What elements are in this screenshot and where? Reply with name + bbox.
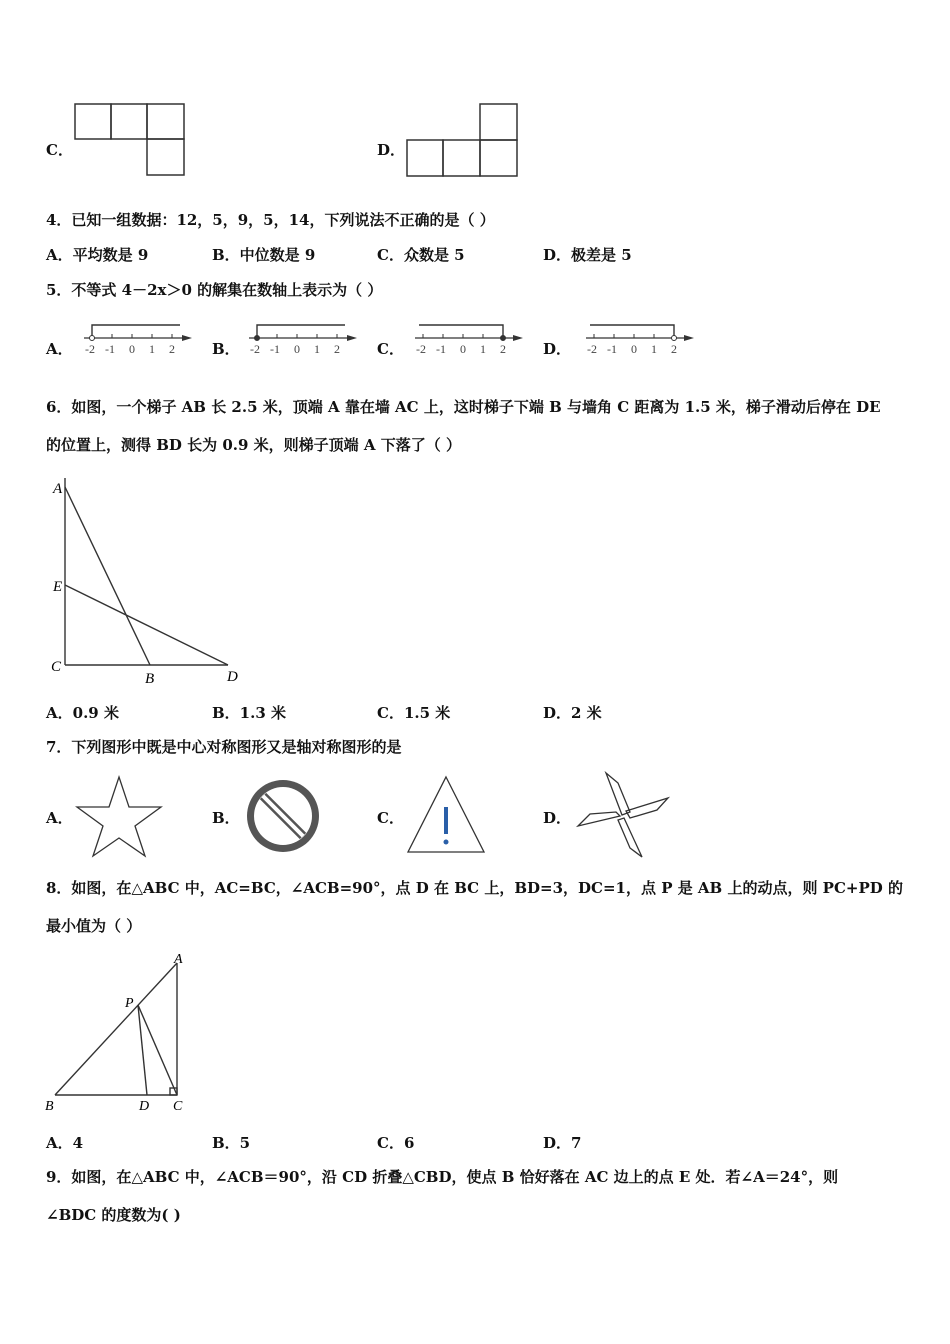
q6-label-a: A bbox=[53, 481, 63, 497]
q5-tick-label: -2 bbox=[85, 342, 95, 356]
q3-option-d-label[interactable]: D． bbox=[377, 141, 406, 159]
q7-stem: 7．下列图形中既是中心对称图形又是轴对称图形的是 bbox=[46, 738, 402, 756]
q8-label-b: B bbox=[45, 1099, 54, 1114]
q5-tick-label: 2 bbox=[500, 342, 506, 356]
q4-option-d[interactable]: D．极差是 5 bbox=[543, 246, 632, 264]
q5-tick-label: -2 bbox=[587, 342, 597, 356]
q5-tick-label: 1 bbox=[480, 342, 486, 356]
q6-stem-line1: 6．如图，一个梯子 AB 长 2.5 米，顶端 A 靠在墙 AC 上，这时梯子下端 B 与墙角 C 距离为 1.5 米，梯子滑动后停在 DE bbox=[46, 398, 881, 416]
q8-option-b[interactable]: B．5 bbox=[212, 1134, 251, 1152]
q6-stem-line2: 的位置上，测得 BD 长为 0.9 米，则梯子顶端 A 下落了（ ） bbox=[46, 436, 461, 454]
q4-option-c[interactable]: C．众数是 5 bbox=[377, 246, 465, 264]
q5-option-b[interactable]: B． bbox=[212, 340, 240, 358]
q5-stem: 5．不等式 4－2x＞0 的解集在数轴上表示为（ ） bbox=[46, 281, 383, 299]
q5-tick-label: 2 bbox=[169, 342, 175, 356]
q5-tick-label: -1 bbox=[270, 342, 280, 356]
q5-tick-label: 1 bbox=[314, 342, 320, 356]
q6-label-b: B bbox=[145, 671, 155, 687]
q8-option-c[interactable]: C．6 bbox=[377, 1134, 415, 1152]
q7-option-b[interactable]: B． bbox=[212, 809, 240, 827]
q8-label-d: D bbox=[139, 1099, 150, 1114]
q5-tick-label: 0 bbox=[129, 342, 135, 356]
q5-tick-label: 0 bbox=[294, 342, 300, 356]
q4-stem: 4．已知一组数据：12，5，9，5，14，下列说法不正确的是（ ） bbox=[46, 211, 495, 229]
q5-tick-label: 0 bbox=[631, 342, 637, 356]
q5-tick-label: 2 bbox=[671, 342, 677, 356]
q6-option-a[interactable]: A．0.9 米 bbox=[46, 704, 119, 722]
q5-tick-label: -1 bbox=[105, 342, 115, 356]
q5-option-a[interactable]: A． bbox=[46, 340, 73, 358]
q4-option-a[interactable]: A．平均数是 9 bbox=[46, 246, 149, 264]
q5-tick-label: -2 bbox=[250, 342, 260, 356]
q5-tick-label: 1 bbox=[651, 342, 657, 356]
q8-label-c: C bbox=[173, 1099, 183, 1114]
q5-option-c[interactable]: C． bbox=[377, 340, 404, 358]
q6-label-d: D bbox=[227, 669, 238, 685]
q6-label-c: C bbox=[51, 659, 62, 675]
q5-tick-label: 2 bbox=[334, 342, 340, 356]
q5-tick-label: 1 bbox=[149, 342, 155, 356]
q3-option-c-label[interactable]: C． bbox=[46, 141, 73, 159]
q6-label-e: E bbox=[53, 579, 63, 595]
q5-tick-label: -1 bbox=[436, 342, 446, 356]
q6-option-b[interactable]: B．1.3 米 bbox=[212, 704, 286, 722]
q5-tick-label: -1 bbox=[607, 342, 617, 356]
q6-option-d[interactable]: D．2 米 bbox=[543, 704, 602, 722]
q8-label-a: A bbox=[174, 952, 183, 967]
q7-option-a[interactable]: A． bbox=[46, 809, 73, 827]
q4-option-b[interactable]: B．中位数是 9 bbox=[212, 246, 316, 264]
q8-option-d[interactable]: D．7 bbox=[543, 1134, 582, 1152]
q8-option-a[interactable]: A．4 bbox=[46, 1134, 84, 1152]
q8-label-p: P bbox=[125, 996, 134, 1011]
q7-option-c[interactable]: C． bbox=[377, 809, 404, 827]
q6-option-c[interactable]: C．1.5 米 bbox=[377, 704, 451, 722]
q7-option-d[interactable]: D． bbox=[543, 809, 572, 827]
q9-stem-line2: ∠BDC 的度数为( ) bbox=[46, 1206, 181, 1224]
q9-stem-line1: 9．如图，在△ABC 中，∠ACB＝90°，沿 CD 折叠△CBD，使点 B 恰好落在 AC 边上的点 E 处．若∠A＝24°，则 bbox=[46, 1168, 839, 1186]
q5-tick-label: -2 bbox=[416, 342, 426, 356]
q5-option-d[interactable]: D． bbox=[543, 340, 572, 358]
q8-stem-line1: 8．如图，在△ABC 中，AC=BC，∠ACB=90°，点 D 在 BC 上，BD=3，DC=1，点 P 是 AB 上的动点，则 PC+PD 的 bbox=[46, 879, 903, 897]
q8-stem-line2: 最小值为（ ） bbox=[46, 917, 142, 935]
q5-tick-label: 0 bbox=[460, 342, 466, 356]
